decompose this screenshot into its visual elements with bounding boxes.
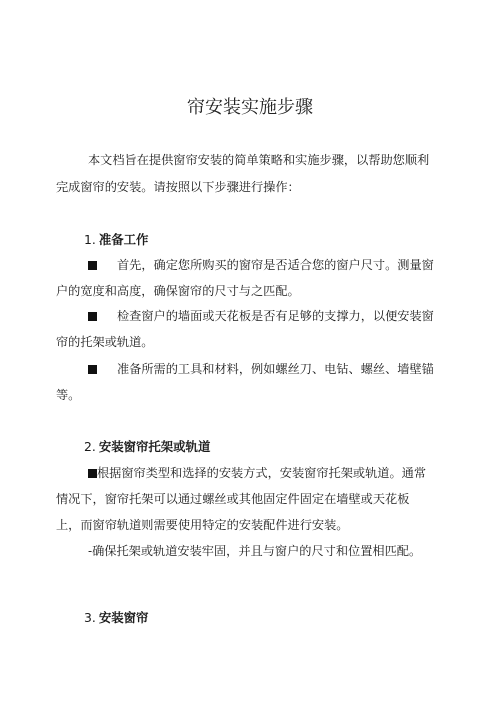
bullet-icon: [88, 261, 97, 270]
document-title: 帘安装实施步骤: [187, 97, 313, 118]
section-3-number: 3.: [84, 610, 96, 625]
section-2-note: -确保托架或轨道安装牢固，并且与窗户的尺寸和位置相匹配。: [88, 544, 422, 558]
bullet-icon: [88, 312, 97, 321]
intro-line-1: 本文档旨在提供窗帘安装的简单策略和实施步骤，以帮助您顺利: [88, 153, 430, 167]
section-2-para-line-1: 根据窗帘类型和选择的安装方式，安装窗帘托架或轨道。通常: [88, 464, 426, 482]
intro-line-2: 完成窗帘的安装。请按照以下步骤进行操作：: [56, 180, 300, 194]
section-1-item-1-line-1: 首先，确定您所购买的窗帘是否适合您的窗户尺寸。测量窗: [56, 256, 434, 274]
section-2-para-line-3: 上，而窗帘轨道则需要使用特定的安装配件进行安装。: [56, 518, 349, 532]
bullet-icon: [88, 365, 97, 374]
section-2-number: 2.: [84, 439, 96, 454]
section-2-heading: [84, 437, 210, 455]
section-1-number: 1.: [84, 232, 96, 247]
section-1-title: 准备工作: [98, 232, 149, 247]
section-1-item-2-line-1: 检查窗户的墙面或天花板是否有足够的支撑力，以便安装窗: [56, 307, 434, 325]
section-2-title: 安装窗帘托架或轨道: [98, 439, 211, 454]
section-3-title: 安装窗帘: [98, 610, 149, 625]
section-1-item-3-line-1: 准备所需的工具和材料，例如螺丝刀、电钻、螺丝、墙壁锚: [56, 360, 434, 378]
section-1-item-3-line-2: 等。: [56, 388, 81, 402]
bullet-icon: [88, 469, 97, 478]
section-2-para-line-2: 情况下，窗帘托架可以通过螺丝或其他固定件固定在墙壁或天花板: [56, 492, 410, 506]
section-1-item-2-line-2: 帘的托架或轨道。: [56, 335, 154, 349]
section-3-heading: [84, 608, 148, 626]
section-1-item-1-line-2: 户的宽度和高度，确保窗帘的尺寸与之匹配。: [56, 284, 300, 298]
section-1-heading: [84, 230, 148, 248]
